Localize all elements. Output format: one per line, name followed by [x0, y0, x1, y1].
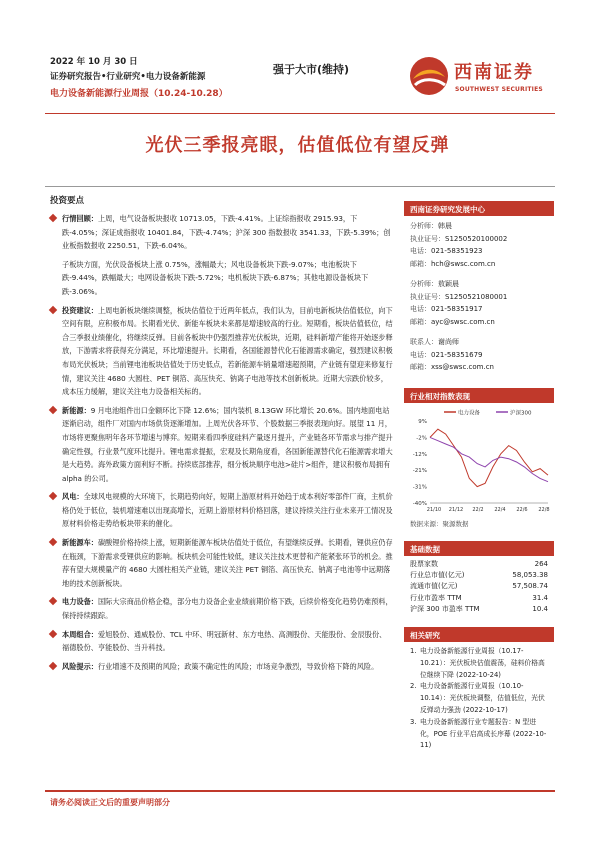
row-value: 10.4	[532, 604, 548, 613]
investment-points	[50, 212, 393, 678]
basic-data-section	[404, 541, 554, 615]
title-divider	[45, 186, 555, 187]
table-row	[404, 581, 554, 592]
y-tick-label: -40%	[412, 501, 427, 507]
bullet-label: 投资建议：	[62, 305, 98, 315]
bullet-icon	[49, 214, 57, 222]
bullet-label: 行情回顾：	[62, 214, 98, 223]
report-type: 证券研究报告•行业研究•电力设备新能源	[50, 72, 206, 82]
list-item[interactable]	[410, 646, 548, 681]
item-number: 2.	[410, 682, 417, 691]
list-item[interactable]	[410, 681, 548, 716]
item-number: 3.	[410, 717, 417, 726]
x-tick-label: 21/10	[426, 507, 442, 513]
footer-divider	[45, 790, 555, 792]
row-value: 264	[534, 560, 548, 568]
bullet-text: 上周，电气设备板块报收 10713.05，下跌-4.41%。上证综指报收 2915.93，下跌-4.05%；深证成指报收 10401.84，下跌-4.74%；沪深 300 指数报收 3541.33，下跌-5.39%；创业板指数报收 2250.51，下跌-6.04%。	[62, 214, 391, 251]
legend-label: 沪深300	[510, 410, 532, 417]
cert-label: 执业证号：	[410, 234, 445, 243]
item-text: 电力设备新能源行业周报（10.10-10.14）：光伏板块调整，估值低位，光伏反弹动力强劲 (2022-10-17)	[420, 682, 545, 714]
related-research-heading: 相关研究	[404, 627, 554, 642]
table-row	[404, 604, 554, 615]
phone-label: 电话：	[410, 247, 431, 255]
x-tick-label: 22/8	[538, 507, 550, 513]
x-tick-label: 21/12	[448, 507, 464, 513]
bullet-power-equipment	[50, 595, 393, 622]
bullet-text: 国际大宗商品价格企稳，部分电力设备企业业绩前期价格下跌，后续价格变化趋势仍难预料，保持持续跟踪。	[62, 597, 393, 621]
phone-label: 电话：	[410, 350, 431, 359]
section-heading: 投资要点	[50, 196, 85, 206]
analyst-2	[404, 270, 554, 328]
header-divider	[45, 113, 555, 114]
row-value: 57,508.74	[512, 582, 548, 591]
bullet-label: 本周组合：	[62, 629, 98, 639]
index-chart-heading: 行业相对指数表现	[404, 388, 554, 403]
table-row	[404, 593, 554, 604]
y-tick-label: -12%	[412, 451, 427, 458]
bullet-market-review	[50, 212, 393, 253]
bullet-text: 上周电新板块继续调整，板块估值位于近两年低点，我们认为，目前电新板块估值低位，向下空间有限，应积极布局。长期看光伏、新能车板块未来都是增速较高的行业。短期看，板块估值低位，结合三季报业绩催化，将继续反弹。目前各板块中仍强烈推荐光伏板块，近期，硅料新增产能将开始逐步释放，下游需求将获得充分满足，环比增速提升。长期看，各国能源替代化石能源需求确定，强烈建议积极布局光伏板块；当前锂电池板块估值处于历史低点，若新能源车销量增速超预期，产业链有望迎来修复行情，建议关注 4680 大圆柱、PET 铜箔、高压快充、钠离子电池等技术创新板块。近期大宗跌价较多，成本压力缓解，建议关注电力设备相关标的。	[62, 305, 393, 397]
bullet-icon	[49, 538, 57, 546]
research-center	[404, 201, 554, 374]
bullet-subsector	[50, 258, 393, 299]
email-label: 邮箱：	[410, 317, 431, 326]
bullet-text: 9 月电池组件出口金额环比下降 12.6%；国内装机 8.13GW 环比增长 20.6%。国内地面电站逐渐启动，组件厂对国内市场供货逐渐增加。上周光伏各环节、个股数据三季报表现向好。展望 11 月，市场将更聚焦明年各环节增速与博弈。短期来看四季度硅料产量逐月提升，产业链各环节需求与排产提升确定性强，行业景气度环比提升。锂电需求提振，宏观及长期角度看，各国新能源替代化石能源需求增大是大趋势。海外政策方面利好不断。持续底部推荐，细分板块顺序电池>硅片>组件，建议积极布局拥有 alpha 的公司。	[62, 405, 393, 483]
basic-data-heading: 基础数据	[404, 541, 554, 556]
related-research-section	[404, 627, 554, 752]
role-label: 分析师：	[410, 280, 438, 288]
footer-disclaimer[interactable]: 请务必阅读正文后的重要声明部分	[50, 798, 170, 807]
phone-label: 电话：	[410, 305, 431, 313]
item-text: 电力设备新能源行业专题报告：N 型进化，POE 行业平启高成长序幕 (2022-10-11)	[420, 717, 547, 750]
item-number: 1.	[410, 647, 417, 655]
email-label: 邮箱：	[410, 363, 431, 371]
row-label: 股票家数	[410, 560, 438, 568]
contact-person	[404, 328, 554, 374]
logo-cn-text: 西南证券	[454, 62, 534, 83]
report-title: 光伏三季报亮眼，估值低位有望反弹	[145, 135, 450, 156]
logo-en-text: SOUTHWEST SECURITIES	[455, 86, 543, 93]
bullet-icon	[49, 662, 57, 670]
bullet-icon	[49, 629, 57, 637]
x-tick-label: 22/4	[494, 507, 506, 513]
bullet-label: 风险提示：	[62, 661, 98, 671]
cert-label: 执业证号：	[410, 292, 445, 301]
bullet-icon	[49, 492, 57, 500]
bullet-nev	[50, 536, 393, 590]
analyst-name: 韩晨	[438, 222, 452, 230]
research-center-heading: 西南证券研究发展中心	[404, 201, 554, 216]
item-text: 电力设备新能源行业周报（10.17-10.21）：光伏板块估值震荡，硅料价格高位继续下降 (2022-10-24)	[420, 647, 545, 679]
row-label: 行业总市值(亿元)	[410, 571, 465, 580]
row-label: 行业市盈率 TTM	[410, 593, 462, 602]
email-link[interactable]: xss@swsc.com.cn	[431, 363, 494, 371]
y-tick-label: 9%	[418, 419, 427, 425]
bullet-text: 行业增速不及预期的风险；政策不确定性的风险；市场竞争激烈，导致价格下降的风险。	[97, 661, 379, 671]
row-label: 流通市值(亿元)	[410, 582, 458, 591]
rating: 强于大市(维持)	[273, 63, 350, 76]
bullet-icon	[49, 305, 57, 313]
bullet-label: 风电：	[62, 492, 84, 502]
basic-data-table	[404, 559, 554, 615]
bullet-portfolio	[50, 628, 393, 655]
legend-label: 电力设备	[458, 410, 481, 417]
x-tick-label: 22/2	[472, 507, 484, 513]
bullet-wind	[50, 490, 393, 531]
role-label: 分析师：	[410, 222, 438, 230]
bullet-icon	[49, 405, 57, 413]
x-tick-label: 22/6	[516, 507, 528, 513]
role-label: 联系人：	[410, 338, 438, 346]
bullet-new-energy	[50, 404, 393, 486]
bullet-investment-advice	[50, 304, 393, 399]
email-label: 邮箱：	[410, 259, 431, 268]
table-row	[404, 559, 554, 570]
email-link[interactable]: hch@swsc.com.cn	[431, 259, 496, 268]
analyst-name: 敖颖晨	[438, 280, 459, 288]
report-series: 电力设备新能源行业周报（10.24-10.28）	[50, 89, 228, 99]
cert-number: S1250520100002	[445, 234, 508, 243]
index-chart-section	[404, 388, 554, 528]
report-date: 2022 年 10 月 30 日	[50, 57, 138, 67]
y-tick-label: -31%	[412, 484, 427, 491]
list-item[interactable]	[410, 717, 548, 752]
bullet-text: 全球风电规模的大环境下，长期趋势向好，短期上游原材料开始趋于成本利好零部件厂商，主机价格仍处于低位，装机增速难以出现高增长，近期上游原材料价格回落，建议持续关注行业未来开工情况及原材料价格走势给板块带来的催化。	[62, 492, 393, 529]
row-value: 31.4	[532, 593, 548, 602]
bullet-icon	[49, 597, 57, 605]
y-tick-label: -2%	[416, 435, 427, 442]
row-label: 沪深 300 市盈率 TTM	[410, 604, 480, 613]
row-value: 58,053.38	[512, 571, 548, 580]
related-list	[404, 642, 554, 752]
bullet-text: 碳酸锂价格持续上涨，短期新能源车板块估值处于低位，有望继续反弹。长期看，锂供应仍存在瓶颈，下游需求受锂供应的影响。板块机会可能性较低，建议关注技术更替和产能紧张环节的机会。推荐有望大规模量产的 4680 大圆柱相关产业链，建议关注 PET 铜箔、高压快充、钠离子电池等中远期落地的技术创新板块。	[62, 538, 393, 588]
email-link[interactable]: ayc@swsc.com.cn	[431, 317, 495, 326]
phone-number: 021-58351917	[431, 305, 483, 313]
bullet-label: 电力设备：	[62, 597, 98, 607]
cert-number: S1250521080001	[445, 292, 508, 301]
index-chart	[404, 403, 554, 515]
y-tick-label: -21%	[412, 468, 427, 475]
phone-number: 021-58351923	[431, 247, 483, 255]
analyst-1	[404, 216, 554, 270]
bullet-label: 新能源：	[62, 405, 91, 415]
chart-source: 数据来源：聚源数据	[410, 520, 469, 528]
bullet-text: 子板块方面，光伏设备板块上涨 0.75%，涨幅最大；风电设备板块下跌-9.07%；电池板块下跌-9.44%，跌幅最大；电网设备板块下跌-5.72%；电机板块下跌-6.87%；其他电源设备板块下跌-3.06%。	[62, 259, 369, 296]
bullet-risk	[50, 660, 393, 674]
bullet-text: 爱旭股份、通威股份、TCL 中环、明冠新材、东方电热、高测股份、天能股份、金辰股份、福德股份、亨能股份、当升科技。	[62, 629, 387, 653]
company-logo-icon	[407, 55, 451, 97]
table-row	[404, 570, 554, 581]
series-line	[430, 429, 548, 486]
bullet-label: 新能源车：	[62, 538, 98, 548]
contact-name: 谢尚师	[438, 338, 459, 346]
phone-number: 021-58351679	[431, 350, 483, 359]
